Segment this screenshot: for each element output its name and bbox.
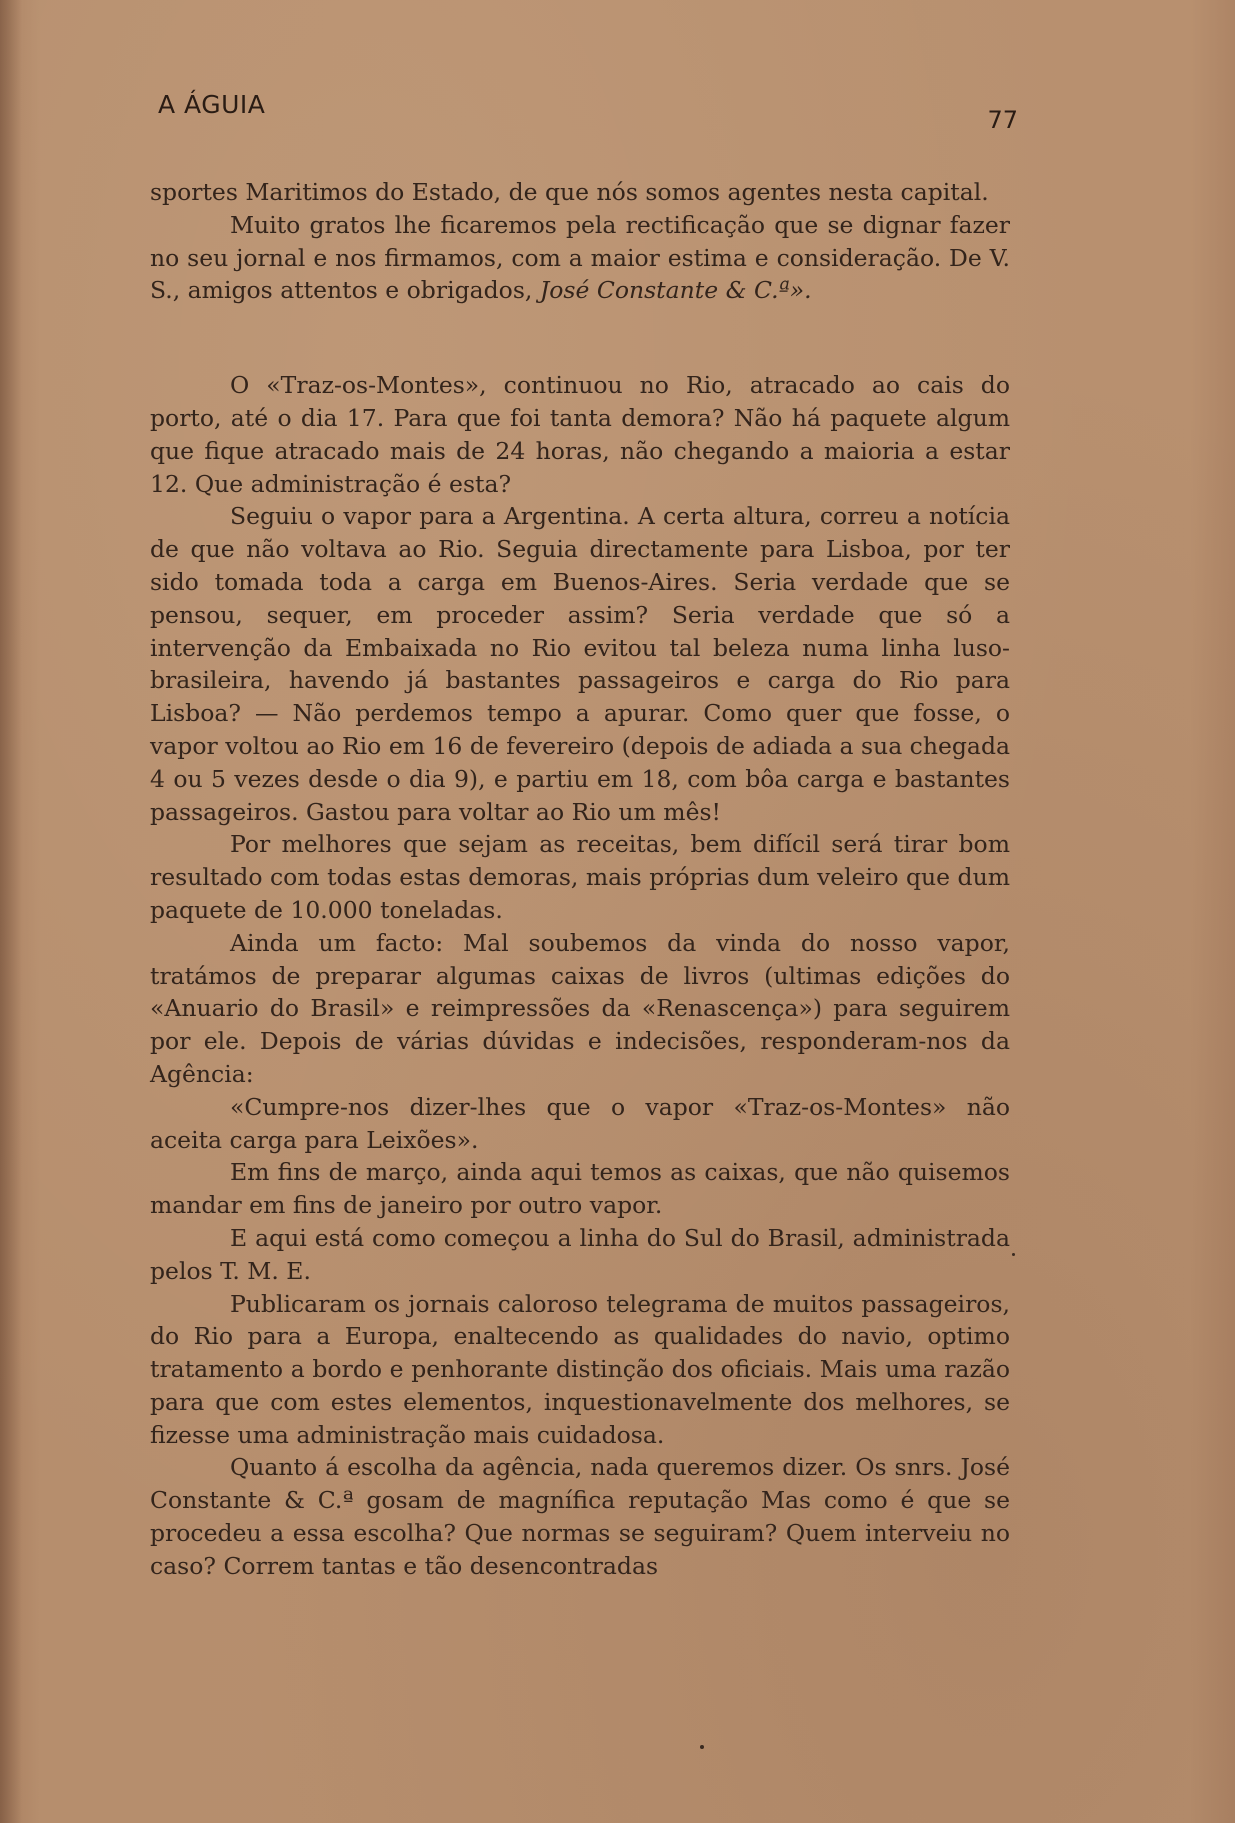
letter-closing-text: Muito gratos lhe ficaremos pela rectificação que se dignar fazer no seu jornal e nos firmamos, com a maior estima e consideração. De V. S., amigos attentos e obrigados, [150,210,1010,305]
paragraph: Por melhores que sejam as receitas, bem difícil será tirar bom resultado com todas estas demoras, mais próprias dum veleiro que dum paquete de 10.000 toneladas. [150,830,1010,924]
paragraph: Em fins de março, ainda aqui temos as caixas, que não quisemos mandar em fins de janeiro por outro vapor. [150,1158,1010,1220]
running-title: A ÁGUIA [158,90,266,119]
paragraph: Quanto á escolha da agência, nada queremos dizer. Os snrs. José Constante & C.ª gosam de magnífica reputação Mas como é que se procedeu a essa escolha? Que normas se seguiram? Quem interveiu no caso? Correm tantas e tão desencontradas [150,1453,1010,1580]
paragraph: «Cumpre-nos dizer-lhes que o vapor «Traz-os-Montes» não aceita carga para Leixões». [150,1092,1010,1154]
letter-signature: José Constante & C.ª». [539,276,812,305]
paragraph: Publicaram os jornais caloroso telegrama de muitos passageiros, do Rio para a Europa, enaltecendo as qualidades do navio, optimo tratamento a bordo e penhorante distinção dos oficiais. Mais uma razão para que com estes elementos, inquestionavelmente dos melhores, se fizesse uma administração mais cuidadosa. [150,1289,1010,1449]
paragraph: Ainda um facto: Mal soubemos da vinda do nosso vapor, tratámos de preparar algumas caixas de livros (ultimas edições do «Anuario do Brasil» e reimpressões da «Renascença») para seguirem por ele. Depois de várias dúvidas e indecisões, responderam-nos da Agência: [150,928,1010,1088]
paragraph: O «Traz-os-Montes», continuou no Rio, atracado ao cais do porto, até o dia 17. Para que foi tanta demora? Não há paquete algum que fique atracado mais de 24 horas, não chegando a maioria a estar 12. Que administração é esta? [150,371,1010,498]
body-text [150,176,1010,1583]
paragraph: Seguiu o vapor para a Argentina. A certa altura, correu a notícia de que não voltava ao Rio. Seguia directamente para Lisboa, por ter sido tomada toda a carga em Buenos-Aires. Seria verdade que se pensou, sequer, em proceder assim? Seria verdade que só a intervenção da Embaixada no Rio evitou tal beleza numa linha luso-brasileira, havendo já bastantes passageiros e carga do Rio para Lisboa? — Não perdemos tempo a apurar. Como quer que fosse, o vapor voltou ao Rio em 16 de fevereiro (depois de adiada a sua chegada 4 ou 5 vezes desde o dia 9), e partiu em 18, com bôa carga e bastantes passageiros. Gastou para voltar ao Rio um mês! [150,502,1010,826]
paper-speck [700,1745,704,1749]
page-gutter-shadow [0,0,22,1823]
paper-speck [1012,1253,1015,1256]
paragraph-letter-closing [150,209,1010,307]
paragraph-continuation: sportes Maritimos do Estado, de que nós somos agentes nesta capital. [150,178,989,206]
paragraph: E aqui está como começou a linha do Sul do Brasil, administrada pelos T. M. E. [150,1223,1010,1285]
page-header [158,88,1018,134]
page-number: 77 [987,106,1018,134]
